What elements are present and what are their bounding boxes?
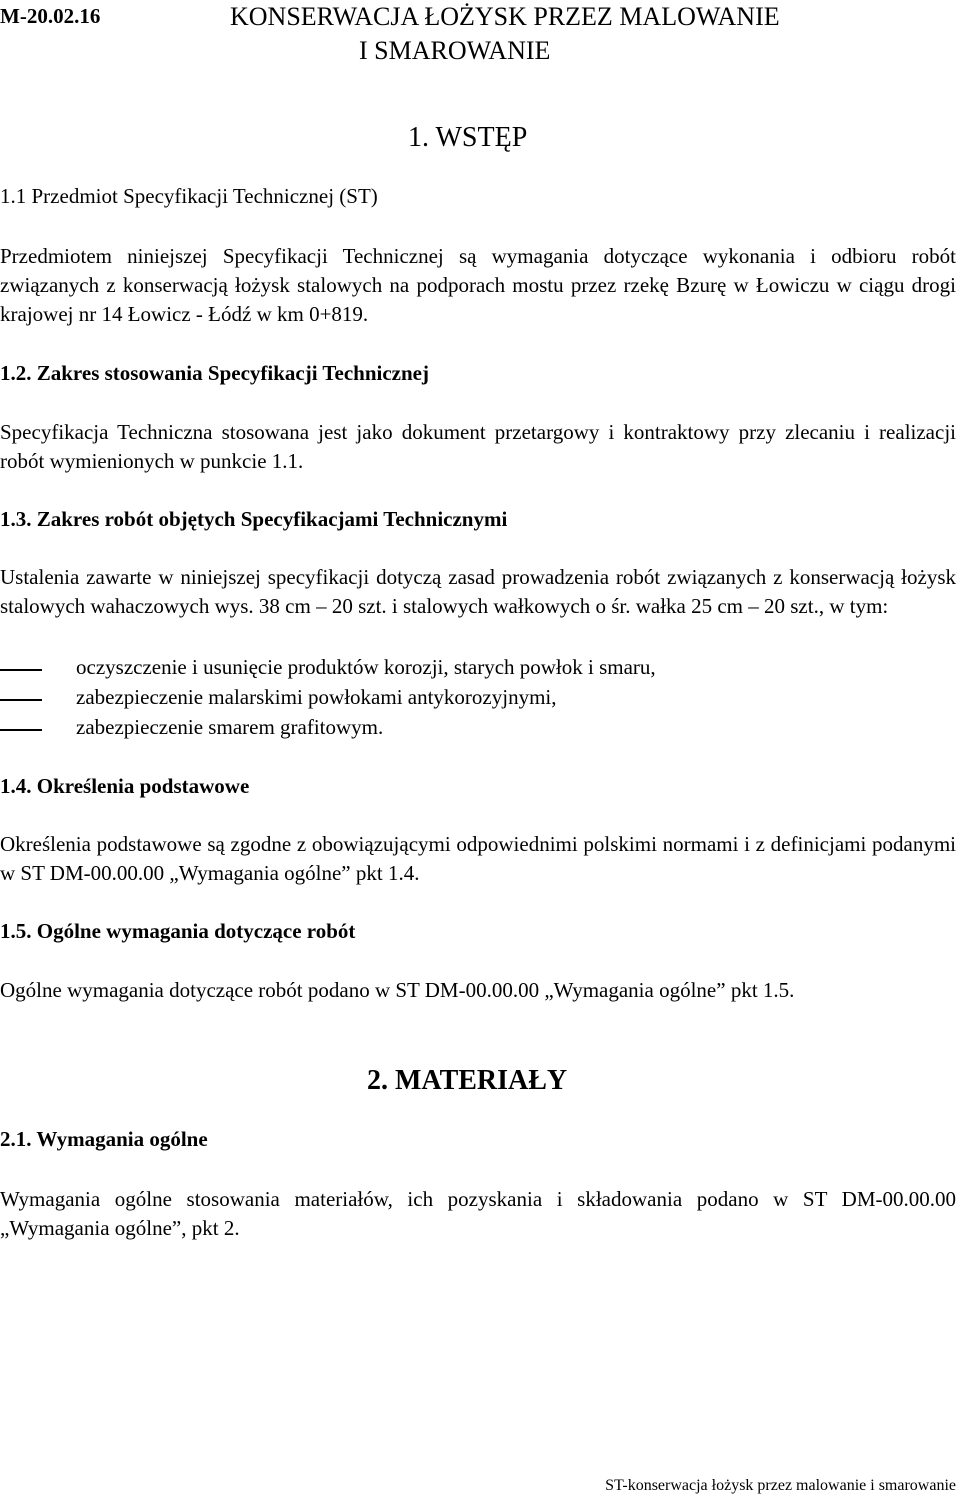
- section-1-2-heading: 1.2. Zakres stosowania Specyfikacji Technicznej: [0, 361, 429, 385]
- section-1-3-heading: 1.3. Zakres robót objętych Specyfikacjami Technicznymi: [0, 507, 508, 531]
- section-2-1-body: Wymagania ogólne stosowania materiałów, ich pozyskania i składowania podano w ST DM-00.00.00 „Wymagania ogólne”, pkt 2.: [0, 1187, 956, 1240]
- section-1-3-body: Ustalenia zawarte w niniejszej specyfikacji dotyczą zasad prowadzenia robót związanych z konserwacją łożysk stalowych wahaczowych wys. 38 cm – 20 szt. i stalowych wałkowych o śr. wałka 25 cm – 20 szt., w tym:: [0, 565, 956, 618]
- document-title-line-2: I SMAROWANIE: [359, 36, 551, 65]
- section-1-4-heading: 1.4. Określenia podstawowe: [0, 774, 250, 798]
- section-1-2-body: Specyfikacja Techniczna stosowana jest jako dokument przetargowy i kontraktowy przy zlecaniu i realizacji robót wymienionych w punkcie 1.1.: [0, 420, 956, 473]
- dash-bullet-icon: [0, 729, 42, 731]
- section-2-1-heading: 2.1. Wymagania ogólne: [0, 1127, 208, 1151]
- page-footer: ST-konserwacja łożysk przez malowanie i smarowanie: [605, 1477, 956, 1494]
- dash-bullet-icon: [0, 669, 42, 671]
- section-1-5-body: Ogólne wymagania dotyczące robót podano w ST DM-00.00.00 „Wymagania ogólne” pkt 1.5.: [0, 978, 795, 1002]
- section-1-1-body: Przedmiotem niniejszej Specyfikacji Technicznej są wymagania dotyczące wykonania i odbioru robót związanych z konserwacją łożysk stalowych na podporach mostu przez rzekę Bzurę w Łowiczu w ciągu drogi krajowej nr 14 Łowicz - Łódź w km 0+819.: [0, 244, 956, 326]
- chapter-1-title: 1. WSTĘP: [408, 122, 528, 153]
- list-item-text: zabezpieczenie smarem grafitowym.: [76, 715, 384, 739]
- chapter-2-title: 2. MATERIAŁY: [367, 1065, 568, 1096]
- document-title-line-1: KONSERWACJA ŁOŻYSK PRZEZ MALOWANIE: [230, 2, 780, 31]
- document-code: M-20.02.16: [0, 4, 101, 28]
- section-1-1-heading: 1.1 Przedmiot Specyfikacji Technicznej (ST): [0, 184, 378, 208]
- section-1-5-heading: 1.5. Ogólne wymagania dotyczące robót: [0, 919, 356, 943]
- section-1-4-body: Określenia podstawowe są zgodne z obowiązującymi odpowiednimi polskimi normami i z definicjami podanymi w ST DM-00.00.00 „Wymagania ogólne” pkt 1.4.: [0, 832, 956, 885]
- list-item-text: zabezpieczenie malarskimi powłokami antykorozyjnymi,: [76, 685, 557, 709]
- list-item-text: oczyszczenie i usunięcie produktów korozji, starych powłok i smaru,: [76, 655, 656, 679]
- dash-bullet-icon: [0, 699, 42, 701]
